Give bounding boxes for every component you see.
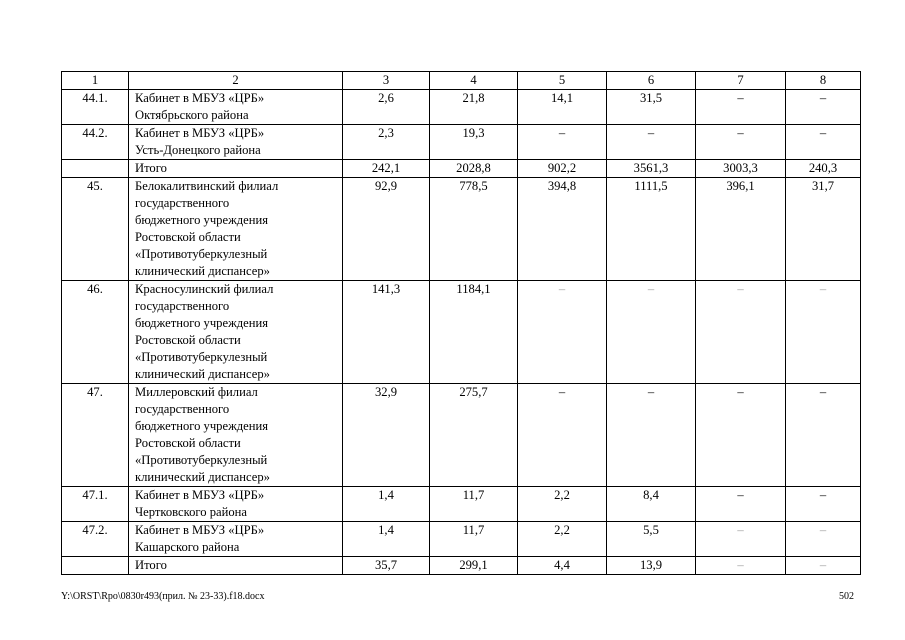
- name-line: бюджетного учреждения: [135, 419, 269, 433]
- name-line: клинический диспансер»: [135, 367, 270, 381]
- value-cell: 8,4: [607, 487, 696, 522]
- table-body: [62, 90, 861, 575]
- institution-name: [129, 160, 343, 178]
- value-cell: –: [786, 281, 861, 384]
- value-cell: –: [696, 557, 786, 575]
- value-cell: 2,2: [518, 487, 607, 522]
- name-line: Красносулинский филиал: [135, 282, 274, 296]
- value-cell: 19,3: [430, 125, 518, 160]
- value-cell: 1184,1: [430, 281, 518, 384]
- name-line: клинический диспансер»: [135, 264, 270, 278]
- row-number: 47.: [62, 384, 129, 487]
- name-line: Кабинет в МБУЗ «ЦРБ»: [135, 126, 265, 140]
- column-header: 6: [607, 72, 696, 90]
- value-cell: 1,4: [343, 487, 430, 522]
- table-row: [62, 90, 861, 125]
- value-cell: –: [696, 125, 786, 160]
- value-cell: 778,5: [430, 178, 518, 281]
- institution-name: [129, 384, 343, 487]
- value-cell: 299,1: [430, 557, 518, 575]
- name-line: Итого: [135, 161, 167, 175]
- value-cell: –: [786, 90, 861, 125]
- name-line: «Противотуберкулезный: [135, 350, 268, 364]
- table-row: [62, 125, 861, 160]
- value-cell: 92,9: [343, 178, 430, 281]
- column-header: 3: [343, 72, 430, 90]
- value-cell: 902,2: [518, 160, 607, 178]
- value-cell: –: [786, 557, 861, 575]
- name-line: Ростовской области: [135, 230, 241, 244]
- table-row: [62, 522, 861, 557]
- value-cell: 394,8: [518, 178, 607, 281]
- value-cell: 4,4: [518, 557, 607, 575]
- value-cell: 242,1: [343, 160, 430, 178]
- column-header: 8: [786, 72, 861, 90]
- institution-name: [129, 90, 343, 125]
- value-cell: 396,1: [696, 178, 786, 281]
- value-cell: –: [786, 125, 861, 160]
- name-line: Кабинет в МБУЗ «ЦРБ»: [135, 91, 265, 105]
- value-cell: –: [696, 487, 786, 522]
- name-line: Усть-Донецкого района: [135, 143, 261, 157]
- value-cell: 14,1: [518, 90, 607, 125]
- row-number: 45.: [62, 178, 129, 281]
- institution-name: [129, 487, 343, 522]
- value-cell: –: [786, 522, 861, 557]
- name-line: Ростовской области: [135, 436, 241, 450]
- row-number: [62, 557, 129, 575]
- table-row: [62, 281, 861, 384]
- value-cell: 32,9: [343, 384, 430, 487]
- value-cell: –: [696, 522, 786, 557]
- value-cell: 2028,8: [430, 160, 518, 178]
- value-cell: 21,8: [430, 90, 518, 125]
- institution-name: [129, 125, 343, 160]
- value-cell: 5,5: [607, 522, 696, 557]
- table-row: [62, 384, 861, 487]
- value-cell: –: [696, 90, 786, 125]
- value-cell: 1111,5: [607, 178, 696, 281]
- value-cell: 240,3: [786, 160, 861, 178]
- row-number: 47.2.: [62, 522, 129, 557]
- column-header: 2: [129, 72, 343, 90]
- name-line: Миллеровский филиал: [135, 385, 258, 399]
- name-line: Итого: [135, 558, 167, 572]
- column-header: 1: [62, 72, 129, 90]
- value-cell: 2,3: [343, 125, 430, 160]
- column-header: 5: [518, 72, 607, 90]
- name-line: бюджетного учреждения: [135, 213, 269, 227]
- name-line: Октябрьского района: [135, 108, 249, 122]
- table-row: [62, 160, 861, 178]
- name-line: «Противотуберкулезный: [135, 453, 268, 467]
- name-line: Кабинет в МБУЗ «ЦРБ»: [135, 523, 265, 537]
- name-line: государственного: [135, 196, 230, 210]
- value-cell: –: [696, 281, 786, 384]
- value-cell: 3561,3: [607, 160, 696, 178]
- data-table: [61, 71, 861, 575]
- value-cell: 31,7: [786, 178, 861, 281]
- value-cell: 31,5: [607, 90, 696, 125]
- value-cell: 2,2: [518, 522, 607, 557]
- table-row: [62, 178, 861, 281]
- page-number: 502: [839, 591, 854, 602]
- name-line: Ростовской области: [135, 333, 241, 347]
- institution-name: [129, 522, 343, 557]
- column-header: 4: [430, 72, 518, 90]
- name-line: бюджетного учреждения: [135, 316, 269, 330]
- value-cell: 1,4: [343, 522, 430, 557]
- value-cell: –: [786, 487, 861, 522]
- value-cell: –: [518, 384, 607, 487]
- name-line: государственного: [135, 299, 230, 313]
- footer-file-path: Y:\ORST\Rpo\0830r493(прил. № 23-33).f18.docx: [61, 591, 265, 602]
- institution-name: [129, 557, 343, 575]
- name-line: Чертковского района: [135, 505, 247, 519]
- value-cell: –: [607, 384, 696, 487]
- value-cell: –: [696, 384, 786, 487]
- value-cell: 3003,3: [696, 160, 786, 178]
- value-cell: 11,7: [430, 487, 518, 522]
- institution-name: [129, 281, 343, 384]
- value-cell: –: [786, 384, 861, 487]
- table-row: [62, 557, 861, 575]
- row-number: 47.1.: [62, 487, 129, 522]
- value-cell: –: [607, 281, 696, 384]
- value-cell: 11,7: [430, 522, 518, 557]
- header-row: [62, 72, 861, 90]
- name-line: Кабинет в МБУЗ «ЦРБ»: [135, 488, 265, 502]
- value-cell: 275,7: [430, 384, 518, 487]
- institution-name: [129, 178, 343, 281]
- value-cell: –: [607, 125, 696, 160]
- value-cell: –: [518, 125, 607, 160]
- value-cell: 13,9: [607, 557, 696, 575]
- table-row: [62, 487, 861, 522]
- value-cell: –: [518, 281, 607, 384]
- row-number: 46.: [62, 281, 129, 384]
- column-header: 7: [696, 72, 786, 90]
- row-number: 44.1.: [62, 90, 129, 125]
- value-cell: 35,7: [343, 557, 430, 575]
- name-line: Кашарского района: [135, 540, 240, 554]
- name-line: «Противотуберкулезный: [135, 247, 268, 261]
- name-line: клинический диспансер»: [135, 470, 270, 484]
- row-number: 44.2.: [62, 125, 129, 160]
- row-number: [62, 160, 129, 178]
- value-cell: 141,3: [343, 281, 430, 384]
- name-line: государственного: [135, 402, 230, 416]
- value-cell: 2,6: [343, 90, 430, 125]
- name-line: Белокалитвинский филиал: [135, 179, 279, 193]
